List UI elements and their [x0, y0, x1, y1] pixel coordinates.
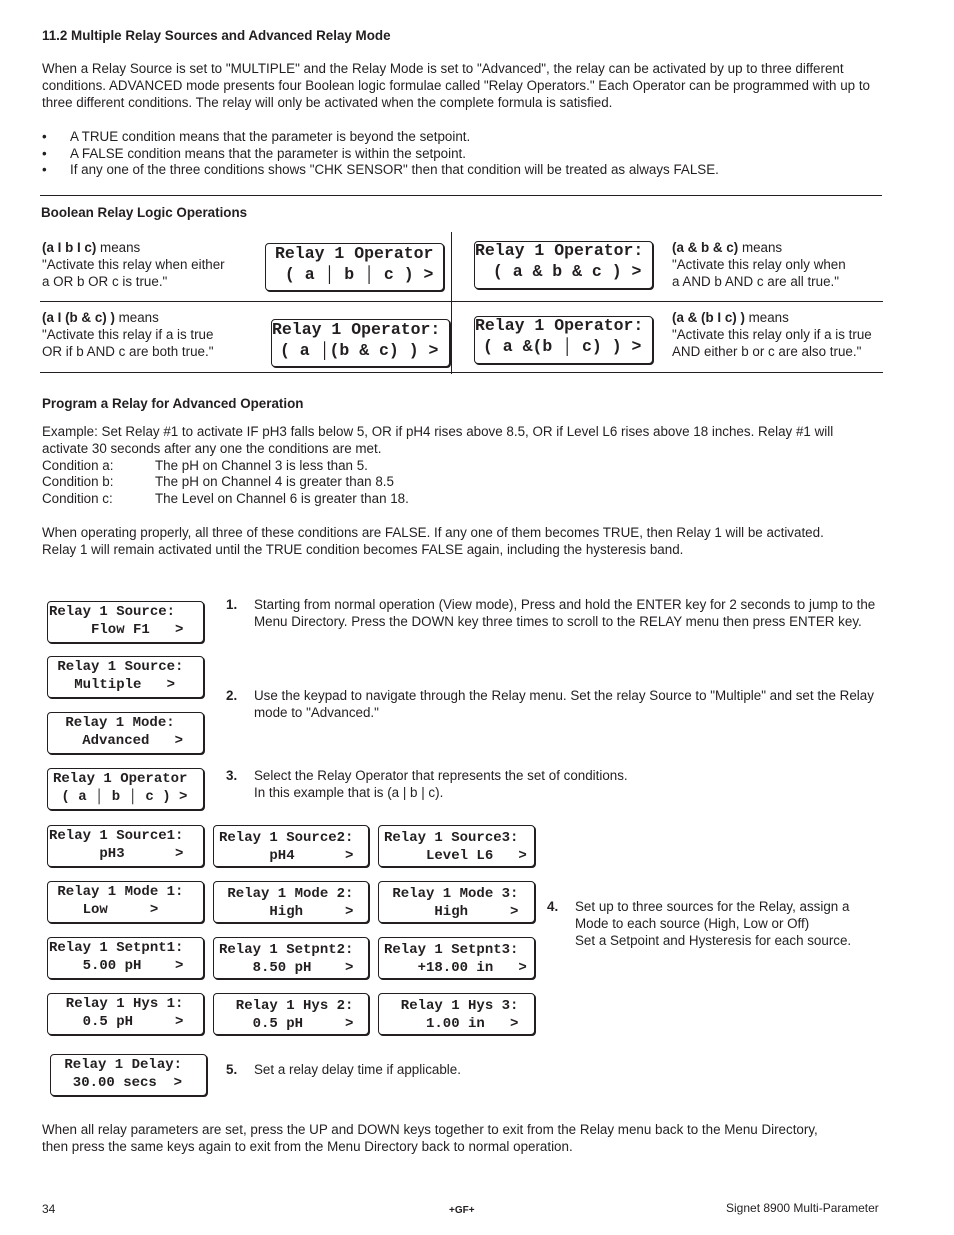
lcd-line-1: Relay 1 Setpnt2: — [219, 942, 354, 958]
boolean-line: OR if b AND c are both true." — [42, 344, 214, 359]
lcd-display — [213, 937, 369, 979]
step-text: Set a Setpoint and Hysteresis for each source. — [575, 933, 852, 948]
lcd-line-1: Relay 1 Operator: — [272, 320, 441, 339]
step-text: Select the Relay Operator that represents the set of conditions. — [254, 768, 628, 783]
boolean-line: a OR b OR c is true." — [42, 274, 168, 289]
boolean-formula: (a I (b & c) ) — [42, 310, 115, 325]
lcd-line-1: Relay 1 Source2: — [219, 830, 354, 846]
lcd-display — [213, 825, 369, 867]
lcd-line-1: Relay 1 Hys 2: — [219, 998, 354, 1014]
means-label: means — [96, 240, 141, 255]
step-text: Starting from normal operation (View mode), Press and hold the ENTER key for 2 seconds to jump to the Menu Directory. Press the DOWN key three times to scroll to the RELAY menu then press ENTER key. — [254, 597, 876, 629]
bullet-dot: • — [42, 146, 47, 161]
lcd-display — [474, 241, 653, 289]
operating-line: When operating properly, all three of these conditions are FALSE. If any one of them becomes TRUE, then Relay 1 will be activated. — [42, 525, 824, 540]
lcd-line-2: ( a &(b │ c) ) > — [483, 337, 642, 356]
step-number: 4. — [547, 899, 559, 914]
lcd-display — [47, 656, 204, 698]
lcd-display — [47, 881, 204, 923]
step-number: 3. — [226, 768, 238, 783]
lcd-line-2: 0.5 pH > — [219, 1016, 354, 1032]
lcd-line-1: Relay 1 Setpnt1: — [49, 940, 184, 956]
table-divider-vertical — [451, 232, 452, 374]
step-number: 5. — [226, 1062, 238, 1077]
intro-paragraph: When a Relay Source is set to "MULTIPLE" and the Relay Mode is set to "Advanced", the relay can be activated by up to three different conditions. ADVANCED mode presents four Boolean logic formulae called "Relay Operators." Each Operator can be programmed with up to three different conditions. The relay will only be activated when the complete formula is satisfied. — [42, 61, 870, 110]
lcd-line-2: High > — [219, 904, 354, 920]
lcd-line-2: Level L6 > — [384, 848, 527, 864]
lcd-display — [213, 881, 369, 923]
lcd-display — [271, 319, 450, 367]
boolean-formula: (a & (b I c) ) — [672, 310, 745, 325]
lcd-line-2: 1.00 in > — [384, 1016, 519, 1032]
example-line: Example: Set Relay #1 to activate IF pH3 falls below 5, OR if pH4 rises above 8.5, OR if Level L6 rises above 18 inches. Relay #1 will — [42, 424, 834, 439]
step-number: 2. — [226, 688, 238, 703]
lcd-display — [47, 601, 204, 643]
lcd-line-1: Relay 1 Delay: — [56, 1057, 183, 1073]
lcd-line-2: Flow F1 > — [49, 622, 184, 638]
page-number: 34 — [42, 1202, 56, 1216]
boolean-line: "Activate this relay only when — [672, 257, 846, 272]
step-text: Use the keypad to navigate through the Relay menu. Set the relay Source to "Multiple" and set the Relay mode to "Advanced." — [254, 688, 874, 720]
step-text: In this example that is (a | b | c). — [254, 785, 444, 800]
means-label: means — [744, 310, 789, 325]
lcd-display — [47, 768, 204, 810]
condition-label: Condition a: — [42, 458, 114, 473]
closing-line: then press the same keys again to exit from the Menu Directory back to normal operation. — [42, 1139, 573, 1154]
boolean-formula: (a & b & c) — [672, 240, 739, 255]
lcd-display — [378, 937, 535, 979]
boolean-op-description — [42, 309, 213, 360]
boolean-line: "Activate this relay if a is true — [42, 327, 214, 342]
lcd-line-2: +18.00 in > — [384, 960, 527, 976]
condition-row — [42, 491, 542, 508]
bullet-text: If any one of the three conditions shows "CHK SENSOR" then that condition will be treated as always FALSE. — [70, 162, 719, 177]
lcd-line-2: High > — [384, 904, 519, 920]
lcd-line-2: 8.50 pH > — [219, 960, 354, 976]
condition-text: The pH on Channel 4 is greater than 8.5 — [155, 474, 394, 489]
lcd-line-2: ( a │(b & c) ) > — [280, 341, 439, 360]
lcd-line-1: Relay 1 Source3: — [384, 830, 519, 846]
lcd-line-1: Relay 1 Mode 2: — [219, 886, 354, 902]
lcd-display — [47, 993, 204, 1035]
boolean-line: "Activate this relay when either — [42, 257, 225, 272]
step-text: Set up to three sources for the Relay, assign a — [575, 899, 850, 914]
bullet-dot: • — [42, 129, 47, 144]
lcd-display — [47, 825, 204, 867]
lcd-line-2: pH4 > — [219, 848, 354, 864]
section-title: 11.2 Multiple Relay Sources and Advanced Relay Mode — [42, 28, 391, 43]
lcd-line-2: ( a │ b │ c ) > — [53, 789, 188, 805]
lcd-display — [474, 316, 653, 364]
condition-row — [42, 458, 542, 475]
example-line: activate 30 seconds after any one the conditions are met. — [42, 441, 382, 456]
lcd-display — [47, 712, 204, 754]
lcd-line-1: Relay 1 Operator: — [475, 241, 644, 260]
lcd-line-1: Relay 1 Operator — [275, 244, 434, 263]
lcd-line-2: Low > — [49, 902, 159, 918]
bullet-text: A FALSE condition means that the parameter is within the setpoint. — [70, 146, 466, 161]
lcd-display — [378, 993, 535, 1035]
lcd-display — [265, 243, 444, 291]
means-label: means — [114, 310, 159, 325]
lcd-line-1: Relay 1 Operator: — [475, 316, 644, 335]
means-label: means — [738, 240, 783, 255]
lcd-display — [47, 937, 204, 979]
bullet-dot: • — [42, 162, 47, 177]
closing-line: When all relay parameters are set, press the UP and DOWN keys together to exit from the Relay menu back to the Menu Directory, — [42, 1122, 818, 1137]
boolean-line: a AND b AND c are all true." — [672, 274, 839, 289]
lcd-line-1: Relay 1 Setpnt3: — [384, 942, 519, 958]
lcd-line-2: 0.5 pH > — [49, 1014, 184, 1030]
lcd-line-1: Relay 1 Source: — [49, 604, 176, 620]
lcd-line-2: Advanced > — [57, 733, 184, 749]
lcd-display — [213, 993, 369, 1035]
divider — [40, 195, 882, 196]
operating-line: Relay 1 will remain activated until the TRUE condition becomes FALSE again, including the hysteresis band. — [42, 542, 684, 557]
step-text: Set a relay delay time if applicable. — [254, 1062, 461, 1077]
lcd-display — [378, 825, 535, 867]
lcd-line-2: 30.00 secs > — [56, 1075, 183, 1091]
boolean-op-description — [672, 239, 846, 290]
boolean-title: Boolean Relay Logic Operations — [41, 205, 248, 220]
lcd-line-2: ( a │ b │ c ) > — [275, 265, 434, 284]
lcd-line-1: Relay 1 Mode 3: — [384, 886, 519, 902]
lcd-line-1: Relay 1 Source: — [49, 659, 184, 675]
boolean-line: AND either b or c are also true." — [672, 344, 862, 359]
lcd-display — [378, 881, 535, 923]
lcd-line-1: Relay 1 Hys 1: — [49, 996, 184, 1012]
boolean-op-description — [672, 309, 872, 360]
condition-label: Condition b: — [42, 474, 114, 489]
lcd-line-2: ( a & b & c ) > — [483, 262, 642, 281]
lcd-line-2: pH3 > — [49, 846, 184, 862]
table-bottom-rule — [40, 372, 883, 373]
step-number: 1. — [226, 597, 238, 612]
lcd-line-1: Relay 1 Source1: — [49, 828, 184, 844]
lcd-line-1: Relay 1 Operator — [53, 771, 188, 787]
lcd-line-1: Relay 1 Mode: — [57, 715, 175, 731]
product-name: Signet 8900 Multi-Parameter — [726, 1201, 879, 1215]
lcd-line-1: Relay 1 Hys 3: — [384, 998, 519, 1014]
boolean-line: "Activate this relay only if a is true — [672, 327, 872, 342]
step-text: Mode to each source (High, Low or Off) — [575, 916, 810, 931]
lcd-line-2: 5.00 pH > — [49, 958, 184, 974]
boolean-formula: (a I b I c) — [42, 240, 97, 255]
lcd-line-2: Multiple > — [49, 677, 176, 693]
boolean-op-description — [42, 239, 225, 290]
program-title: Program a Relay for Advanced Operation — [42, 396, 304, 411]
condition-row — [42, 474, 542, 491]
bullet-text: A TRUE condition means that the parameter is beyond the setpoint. — [70, 129, 471, 144]
table-divider-horizontal — [40, 301, 883, 302]
condition-text: The pH on Channel 3 is less than 5. — [155, 458, 368, 473]
lcd-line-1: Relay 1 Mode 1: — [49, 884, 184, 900]
lcd-display — [50, 1054, 207, 1096]
condition-label: Condition c: — [42, 491, 113, 506]
gf-logo: +GF+ — [449, 1205, 475, 1216]
condition-text: The Level on Channel 6 is greater than 18. — [155, 491, 409, 506]
